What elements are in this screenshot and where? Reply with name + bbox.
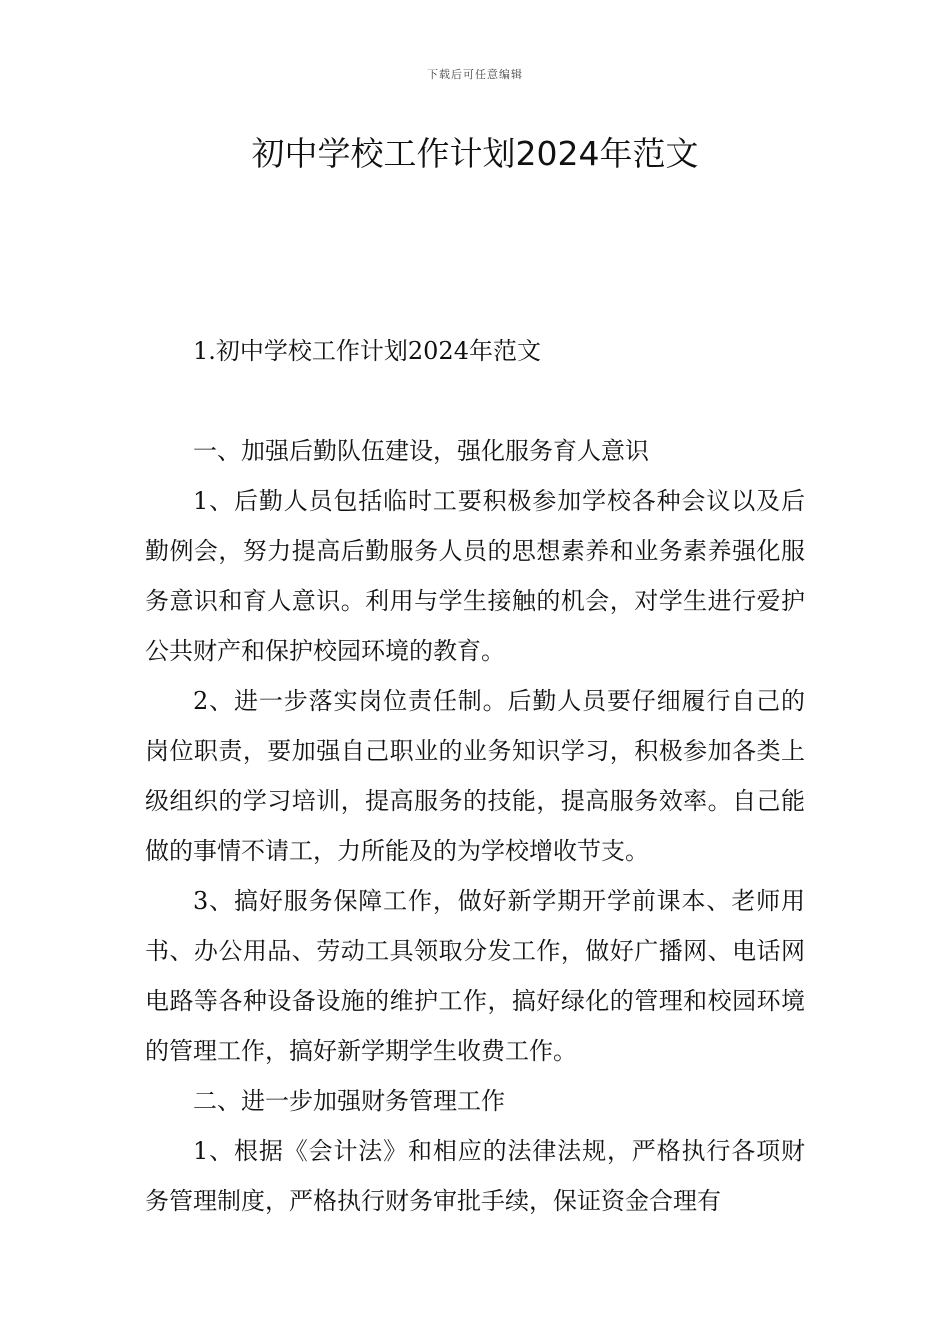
section-title: 1.初中学校工作计划2024年范文 xyxy=(193,337,541,365)
paragraph-finance-1: 1、根据《会计法》和相应的法律法规，严格执行各项财务管理制度，严格执行财务审批手续，保证资金合理有 xyxy=(145,1137,805,1215)
paragraph-logistics-2: 2、进一步落实岗位责任制。后勤人员要仔细履行自己的岗位职责，要加强自己职业的业务知识学习，积极参加各类上级组织的学习培训，提高服务的技能，提高服务效率。自己能做的事情不请工，力所能及的为学校增收节支。 xyxy=(145,687,805,865)
heading-logistics-team: 一、加强后勤队伍建设，强化服务育人意识 xyxy=(193,437,649,465)
document-body xyxy=(145,326,805,1226)
header-note: 下载后可任意编辑 xyxy=(427,68,523,81)
paragraph-logistics-3: 3、搞好服务保障工作，做好新学期开学前课本、老师用书、办公用品、劳动工具领取分发工作，做好广播网、电话网电路等各种设备设施的维护工作，搞好绿化的管理和校园环境的管理工作，搞好新学期学生收费工作。 xyxy=(145,887,805,1065)
document-title: 初中学校工作计划2024年范文 xyxy=(251,134,699,173)
heading-finance: 二、进一步加强财务管理工作 xyxy=(193,1087,505,1115)
paragraph-logistics-1: 1、后勤人员包括临时工要积极参加学校各种会议以及后勤例会，努力提高后勤服务人员的思想素养和业务素养强化服务意识和育人意识。利用与学生接触的机会，对学生进行爱护公共财产和保护校园环境的教育。 xyxy=(145,487,805,665)
